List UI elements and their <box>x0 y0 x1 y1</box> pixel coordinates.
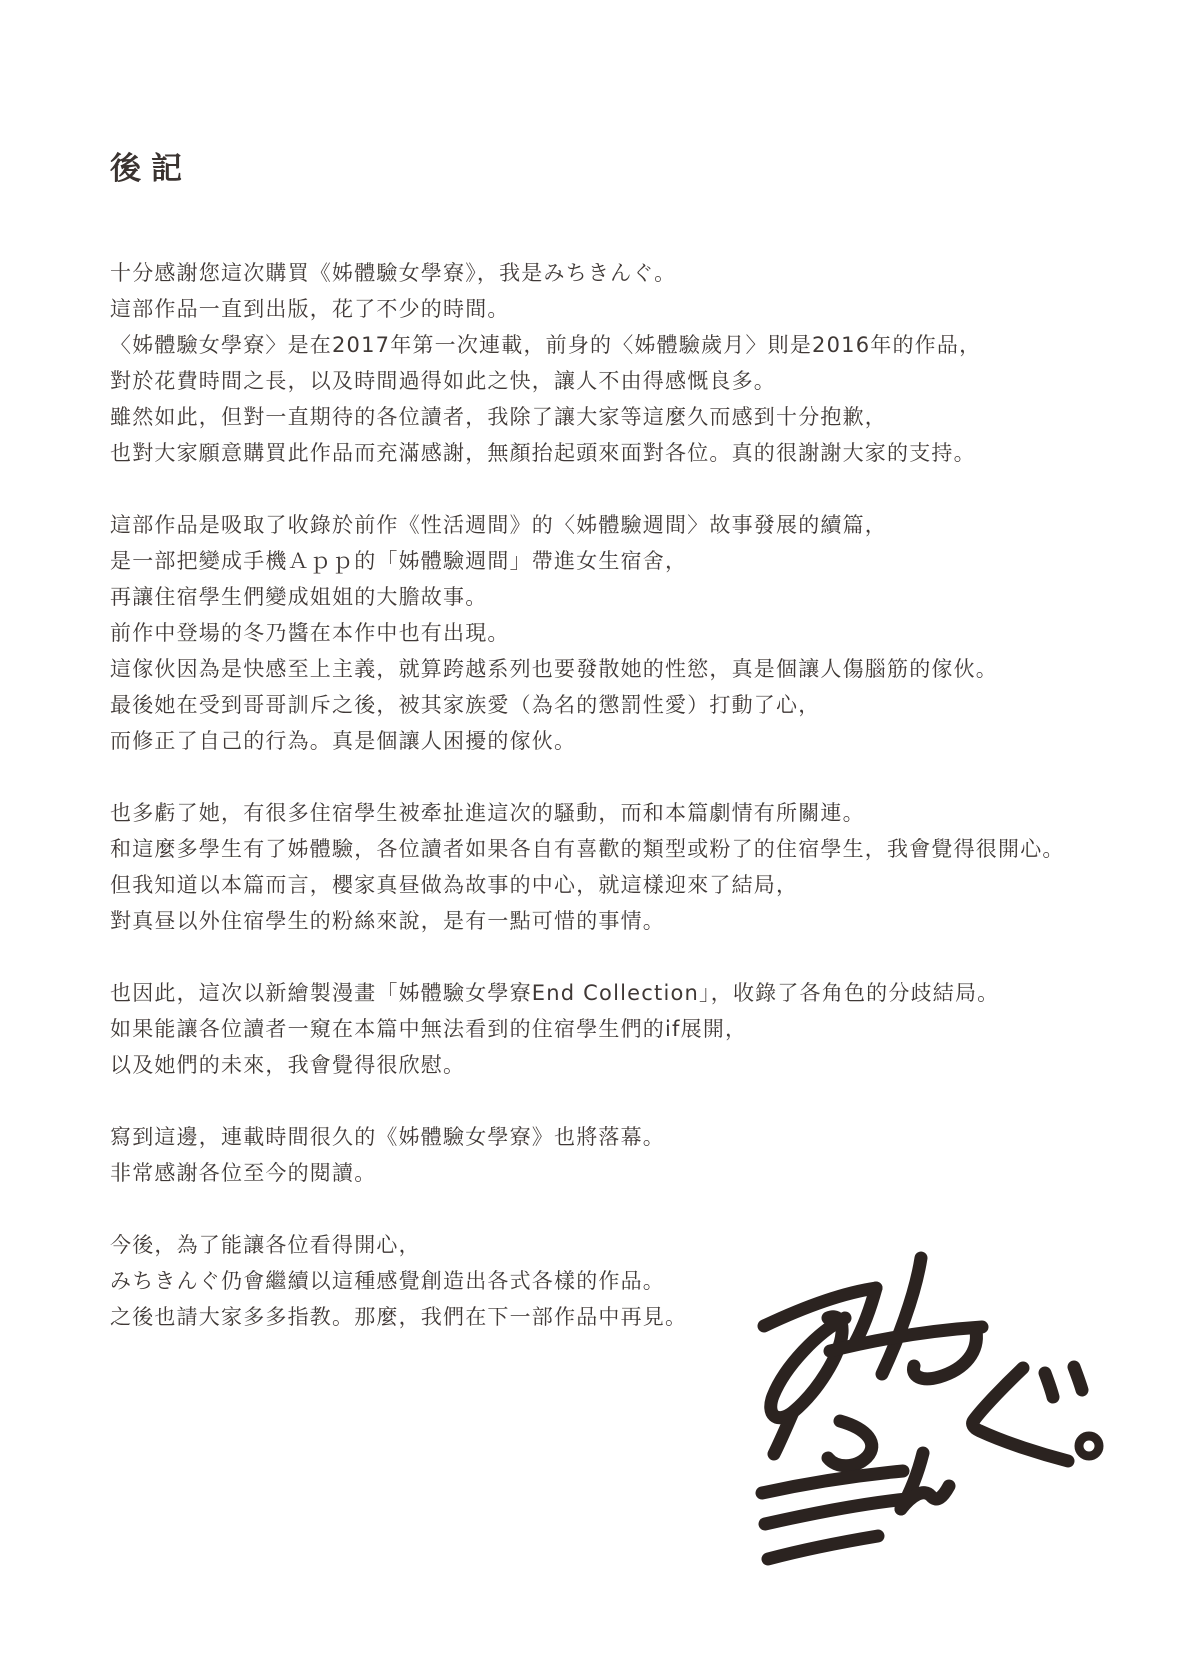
afterword-line: 對真昼以外住宿學生的粉絲來說，是有一點可惜的事情。 <box>110 909 665 933</box>
afterword-line: 以及她們的未來，我會覺得很欣慰。 <box>110 1053 466 1077</box>
paragraph <box>110 795 1110 939</box>
afterword-line: 再讓住宿學生們變成姐姐的大膽故事。 <box>110 585 488 609</box>
afterword-line: 但我知道以本篇而言，櫻家真昼做為故事的中心，就這樣迎來了結局， <box>110 873 799 897</box>
paragraph <box>110 255 1110 471</box>
paragraph <box>110 507 1110 759</box>
page-title: 後記 <box>110 151 192 187</box>
afterword-line: 之後也請大家多多指教。那麼，我們在下一部作品中再見。 <box>110 1305 688 1329</box>
author-signature <box>690 1190 1150 1620</box>
paragraph <box>110 975 1110 1083</box>
paragraph <box>110 1119 1110 1191</box>
afterword-line: 這部作品一直到出版，花了不少的時間。 <box>110 297 510 321</box>
afterword-line: みちきんぐ仍會繼續以這種感覺創造出各式各樣的作品。 <box>110 1269 665 1293</box>
afterword-line: 也對大家願意購買此作品而充滿感謝，無顏抬起頭來面對各位。真的很謝謝大家的支持。 <box>110 441 976 465</box>
afterword-line: 這傢伙因為是快感至上主義，就算跨越系列也要發散她的性慾，真是個讓人傷腦筋的傢伙。 <box>110 657 998 681</box>
afterword-line: 對於花費時間之長，以及時間過得如此之快，讓人不由得感慨良多。 <box>110 369 776 393</box>
afterword-line: 寫到這邊，連載時間很久的《姊體驗女學寮》也將落幕。 <box>110 1125 665 1149</box>
afterword-line: 也因此，這次以新繪製漫畫「姊體驗女學寮End Collection」，收錄了各角色的分歧結局。 <box>110 981 1000 1005</box>
afterword-line: 十分感謝您這次購買《姊體驗女學寮》，我是みちきんぐ。 <box>110 261 677 285</box>
afterword-line: 雖然如此，但對一直期待的各位讀者，我除了讓大家等這麼久而感到十分抱歉， <box>110 405 887 429</box>
afterword-line: 前作中登場的冬乃醬在本作中也有出現。 <box>110 621 510 645</box>
afterword-line: 最後她在受到哥哥訓斥之後，被其家族愛（為名的懲罰性愛）打動了心， <box>110 693 821 717</box>
afterword-line: 而修正了自己的行為。真是個讓人困擾的傢伙。 <box>110 729 577 753</box>
author-signature-icon <box>690 1190 1150 1620</box>
afterword-line: 和這麼多學生有了姊體驗，各位讀者如果各自有喜歡的類型或粉了的住宿學生，我會覺得很開心。 <box>110 837 1065 861</box>
afterword-line: 今後，為了能讓各位看得開心， <box>110 1233 421 1257</box>
afterword-line: 如果能讓各位讀者一窺在本篇中無法看到的住宿學生們的if展開， <box>110 1017 748 1041</box>
afterword-line: 是一部把變成手機Ａｐｐ的「姊體驗週間」帶進女生宿舍， <box>110 549 688 573</box>
afterword-line: 這部作品是吸取了收錄於前作《性活週間》的〈姊體驗週間〉故事發展的續篇， <box>110 513 887 537</box>
afterword-line: 也多虧了她，有很多住宿學生被牽扯進這次的騷動，而和本篇劇情有所關連。 <box>110 801 865 825</box>
afterword-line: 非常感謝各位至今的閱讀。 <box>110 1161 377 1185</box>
afterword-line: 〈姊體驗女學寮〉是在2017年第一次連載，前身的〈姊體驗歲月〉則是2016年的作品， <box>110 333 982 357</box>
